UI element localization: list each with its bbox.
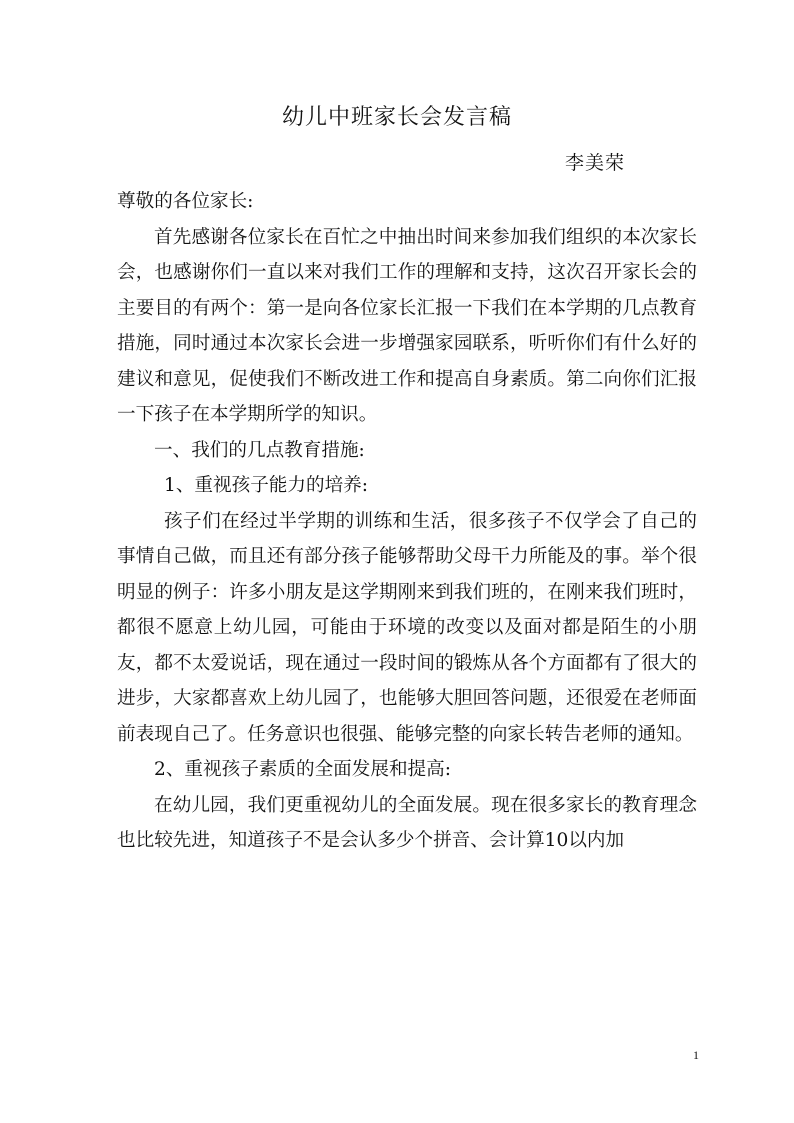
author-name: 李美荣: [565, 152, 626, 174]
paragraph-development: 在幼儿园，我们更重视幼儿的全面发展。现在很多家长的教育理念也比较先进，知道孩子不是会认多少个拼音、会计算10以内加: [117, 794, 697, 851]
document-title: 幼儿中班家长会发言稿: [281, 105, 512, 130]
subsection-heading-2: 2、重视孩子素质的全面发展和提高:: [154, 759, 452, 780]
paragraph-intro: 首先感谢各位家长在百忙之中抽出时间来参加我们组织的本次家长会，也感谢你们一直以来对我们工作的理解和支持，这次召开家长会的主要目的有两个：第一是向各位家长汇报一下我们在本学期的几点教育措施，同时通过本次家长会进一步增强家园联系，听听你们有什么好的建议和意见，促使我们不断改进工作和提高自身素质。第二向你们汇报一下孩子在本学期所学的知识。: [117, 226, 697, 425]
section-heading-1: 一、我们的几点教育措施:: [154, 439, 365, 461]
subsection-heading-1: 1、重视孩子能力的培养:: [164, 475, 369, 496]
document-body: [117, 184, 697, 859]
page-number: 1: [693, 1048, 699, 1062]
paragraph-ability: 孩子们在经过半学期的训练和生活，很多孩子不仅学会了自己的事情自己做，而且还有部分孩子能够帮助父母干力所能及的事。举个很明显的例子：许多小朋友是这学期刚来到我们班的，在刚来我们班时，都很不愿意上幼儿园，可能由于环境的改变以及面对都是陌生的小朋友，都不太爱说话，现在通过一段时间的锻炼从各个方面都有了很大的进步，大家都喜欢上幼儿园了，也能够大胆回答问题，还很爱在老师面前表现自己了。任务意识也很强、能够完整的向家长转告老师的通知。: [117, 510, 697, 745]
greeting: 尊敬的各位家长:: [117, 191, 254, 212]
